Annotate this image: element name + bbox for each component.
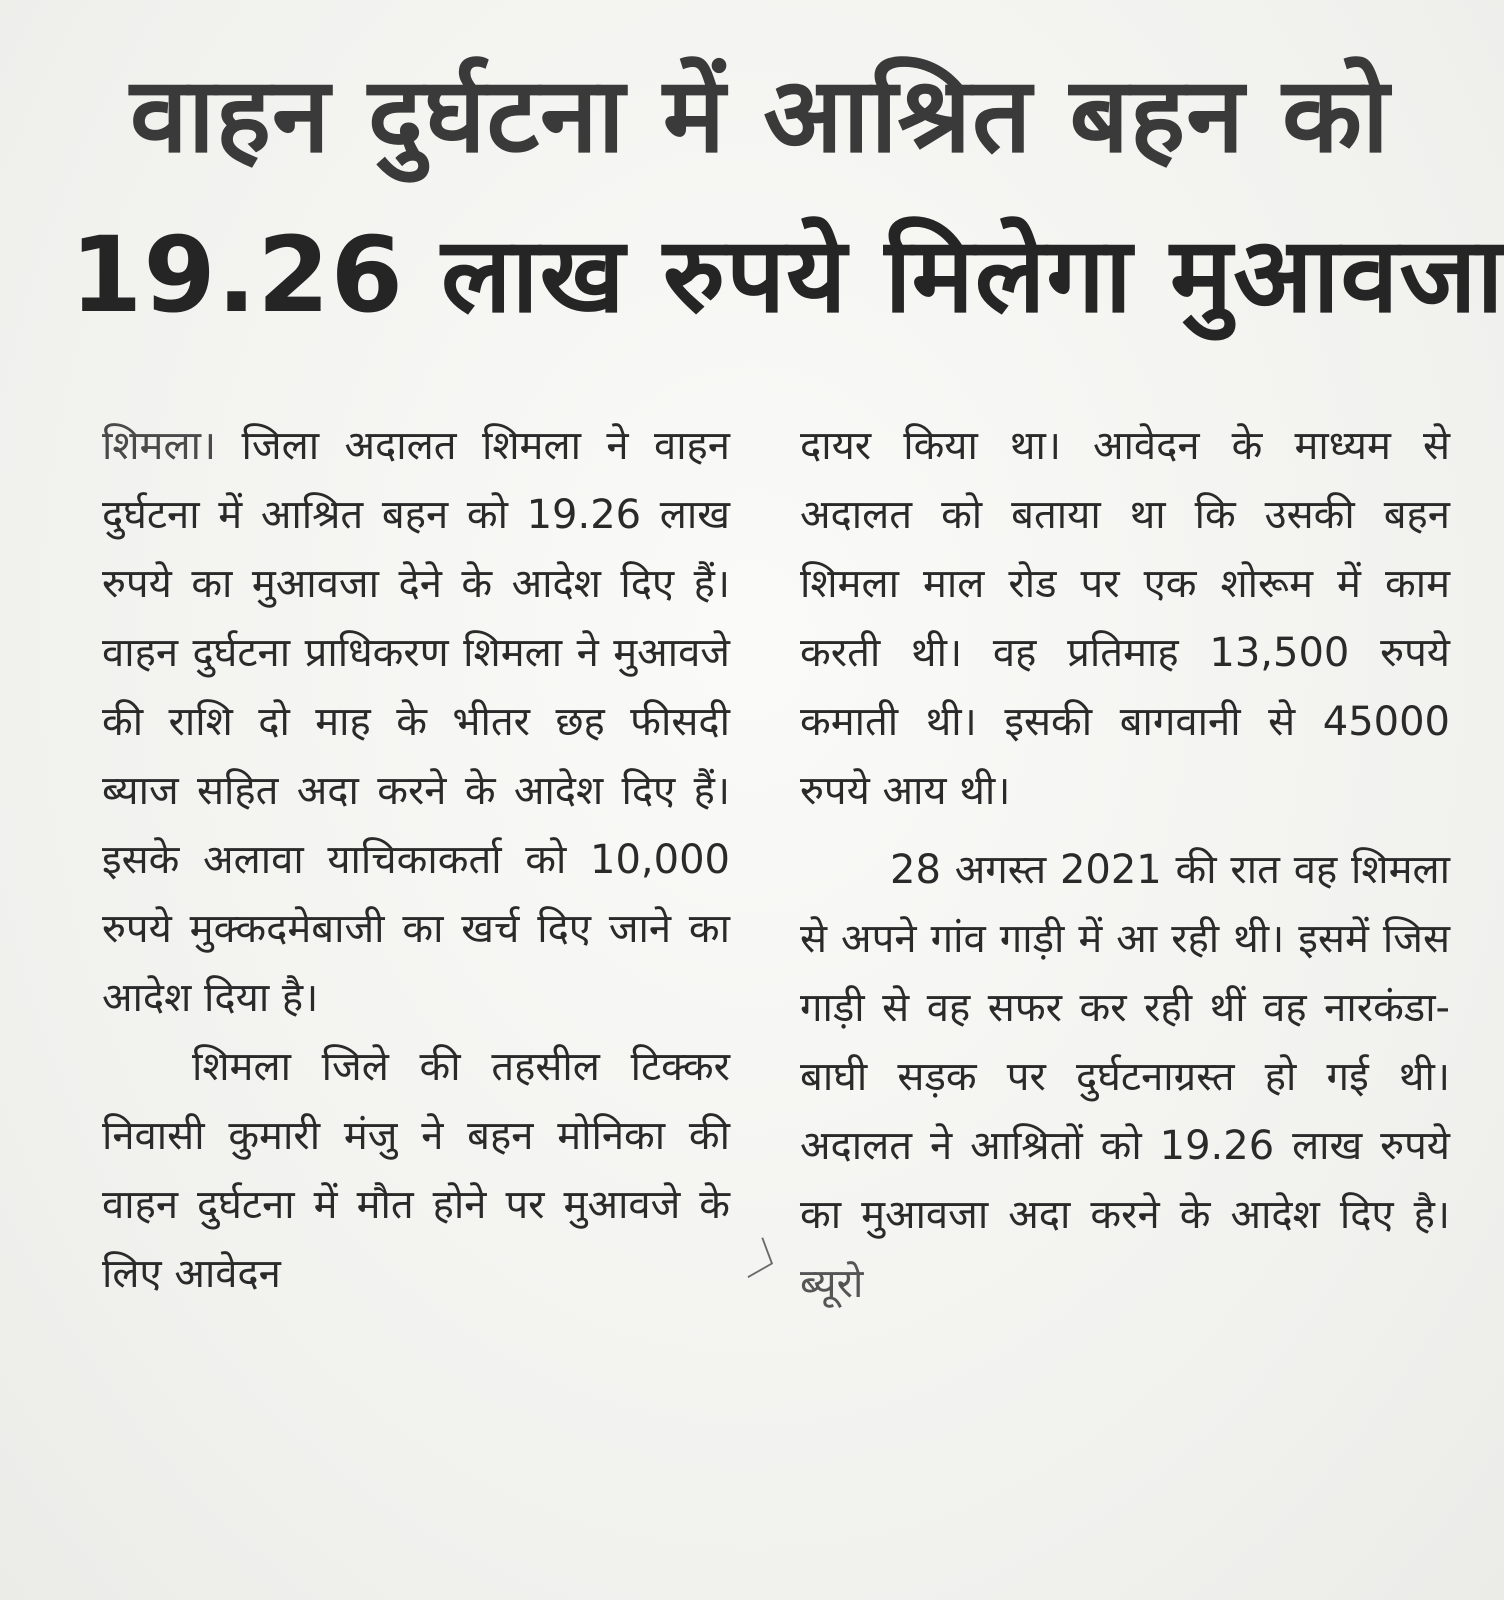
headline-line-2: 19.26 लाख रुपये मिलेगा मुआवजा [70, 214, 1504, 336]
article-paragraph-3 [800, 836, 1450, 1319]
byline: ब्यूरो [800, 1261, 864, 1307]
headline-line-1: वाहन दुर्घटना में आश्रित बहन को [130, 54, 1390, 176]
article-paragraph-1 [102, 412, 730, 1033]
article-paragraph-2-start: शिमला जिले की तहसील टिक्कर निवासी कुमारी मंजु ने बहन मोनिका की वाहन दुर्घटना में मौत होने पर मुआवजे के लिए आवेदन [102, 1044, 730, 1297]
margin-mark-icon: 〉 [743, 1232, 805, 1300]
article-column-right [800, 412, 1450, 1319]
article-column-left [102, 412, 730, 1309]
article-paragraph-2-end: दायर किया था। आवेदन के माध्यम से अदालत को बताया था कि उसकी बहन शिमला माल रोड पर एक शोरूम में काम करती थी। वह प्रतिमाह 13,500 रुपये कमाती थी। इसकी बागवानी से 45000 रुपये आय थी। [800, 423, 1450, 814]
paragraph-3-text: 28 अगस्त 2021 की रात वह शिमला से अपने गांव गाड़ी में आ रही थी। इसमें जिस गाड़ी से वह सफर कर रही थीं वह नारकंडा-बाघी सड़क पर दुर्घटनाग्रस्त हो गई थी। अदालत ने आश्रितों को 19.26 लाख रुपये का मुआवजा अदा करने के आदेश दिए है। [800, 847, 1450, 1238]
paragraph-1-text: जिला अदालत शिमला ने वाहन दुर्घटना में आश्रित बहन को 19.26 लाख रुपये का मुआवजा देने के आदेश दिए हैं। वाहन दुर्घटना प्राधिकरण शिमला ने मुआवजे की राशि दो माह के भीतर छह फीसदी ब्याज सहित अदा करने के आदेश दिए हैं। इसके अलावा याचिकाकर्ता को 10,000 रुपये मुक्कदमेबाजी का खर्च दिए जाने का आदेश दिया है। [102, 423, 730, 1021]
dateline: शिमला। [102, 423, 217, 469]
